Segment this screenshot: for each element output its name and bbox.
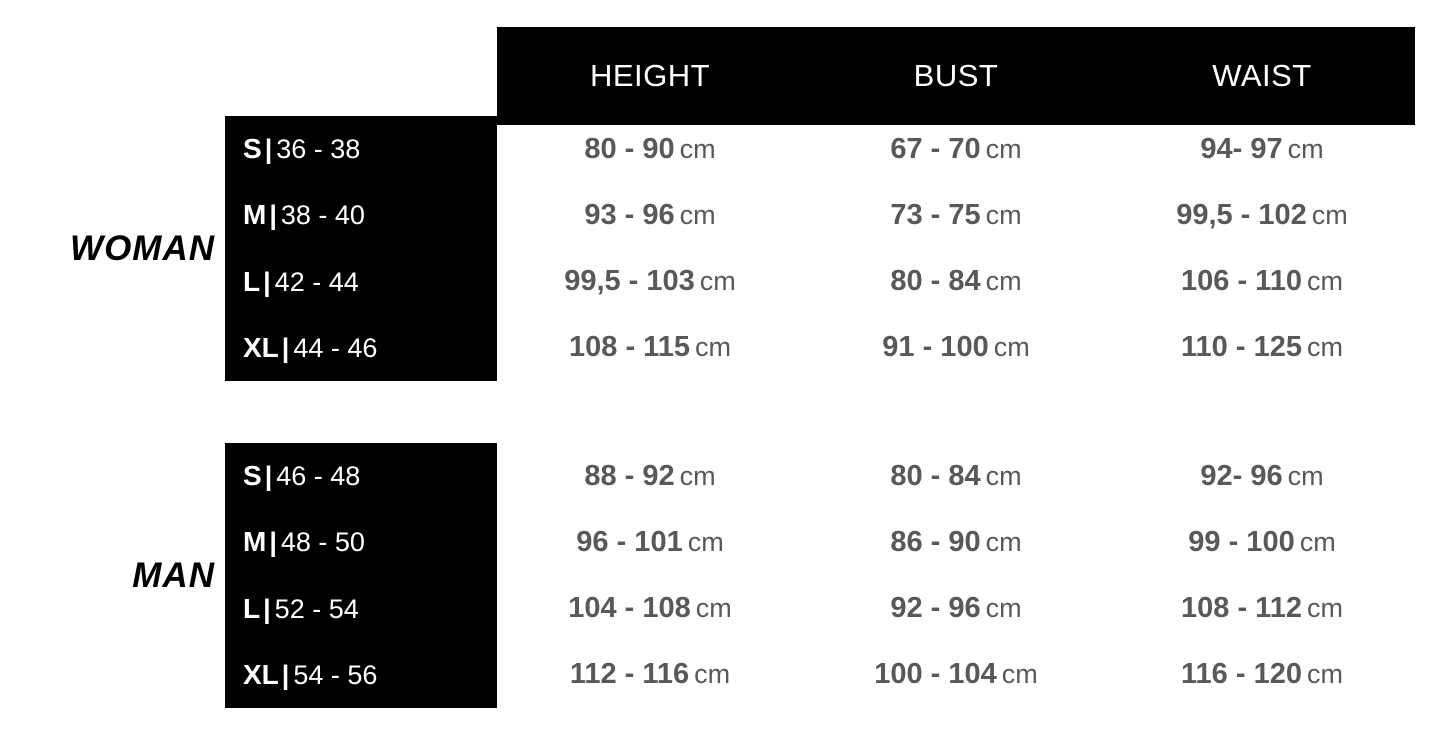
bust-value: 92 - 96 — [890, 592, 981, 625]
size-separator: | — [269, 200, 277, 231]
waist-value: 116 - 120 — [1181, 658, 1302, 691]
waist-cell — [1109, 265, 1415, 298]
unit-label: cm — [687, 526, 724, 557]
unit-label: cm — [1299, 526, 1336, 557]
size-separator: | — [263, 266, 271, 297]
waist-cell — [1109, 331, 1415, 364]
size-cell — [225, 266, 497, 298]
table-row — [225, 509, 1415, 575]
bust-cell — [803, 460, 1109, 493]
waist-value: 108 - 112 — [1181, 592, 1302, 625]
unit-label: cm — [985, 460, 1022, 491]
waist-cell — [1109, 199, 1415, 232]
unit-label: cm — [694, 332, 731, 363]
rows-man — [225, 443, 1415, 708]
waist-value: 106 - 110 — [1181, 265, 1302, 298]
size-separator: | — [263, 593, 271, 624]
height-cell — [497, 133, 803, 166]
waist-value: 99 - 100 — [1188, 525, 1295, 558]
table-row — [225, 576, 1415, 642]
waist-cell — [1109, 460, 1415, 493]
table-row — [225, 642, 1415, 708]
bust-cell — [803, 526, 1109, 559]
size-label: M — [243, 199, 267, 231]
size-range: 36 - 38 — [276, 134, 361, 165]
size-range: 38 - 40 — [280, 200, 365, 231]
size-cell — [225, 133, 497, 165]
height-value: 99,5 - 103 — [564, 265, 695, 298]
unit-label: cm — [699, 266, 736, 297]
unit-label: cm — [985, 266, 1022, 297]
unit-label: cm — [679, 199, 716, 230]
height-value: 112 - 116 — [569, 658, 690, 691]
rows-woman — [225, 116, 1415, 381]
column-header-bust: BUST — [913, 58, 999, 93]
height-cell — [497, 526, 803, 559]
height-value: 80 - 90 — [584, 132, 675, 165]
unit-label: cm — [1306, 593, 1343, 624]
height-value: 104 - 108 — [568, 592, 691, 625]
size-cell — [225, 332, 497, 364]
size-label: L — [243, 592, 261, 624]
bust-value: 80 - 84 — [890, 459, 981, 492]
height-value: 96 - 101 — [576, 525, 683, 558]
size-range: 44 - 46 — [293, 332, 378, 363]
bust-cell — [803, 199, 1109, 232]
unit-label: cm — [985, 133, 1022, 164]
waist-value: 92- 96 — [1200, 459, 1283, 492]
unit-label: cm — [679, 133, 716, 164]
size-separator: | — [264, 461, 273, 492]
height-cell — [497, 460, 803, 493]
size-range: 46 - 48 — [276, 461, 361, 492]
unit-label: cm — [1001, 659, 1038, 690]
size-label: M — [243, 526, 267, 558]
size-range: 52 - 54 — [274, 593, 359, 624]
height-cell — [497, 265, 803, 298]
size-label: S — [243, 460, 262, 492]
size-separator: | — [281, 332, 290, 363]
table-row — [225, 315, 1415, 381]
size-range: 54 - 56 — [293, 659, 378, 690]
group-woman — [0, 116, 1445, 381]
size-range: 48 - 50 — [280, 527, 365, 558]
table-row — [225, 182, 1415, 248]
size-range: 42 - 44 — [274, 266, 359, 297]
group-label-woman: WOMAN — [70, 228, 215, 268]
table-row — [225, 249, 1415, 315]
height-value: 88 - 92 — [584, 459, 675, 492]
size-separator: | — [264, 134, 273, 165]
size-cell — [225, 526, 497, 558]
bust-cell — [803, 133, 1109, 166]
bust-cell — [803, 265, 1109, 298]
column-header-height: HEIGHT — [589, 58, 711, 93]
height-cell — [497, 592, 803, 625]
height-cell — [497, 199, 803, 232]
waist-cell — [1109, 133, 1415, 166]
bust-cell — [803, 331, 1109, 364]
size-label: XL — [243, 331, 279, 363]
height-cell — [497, 331, 803, 364]
size-label: S — [243, 133, 262, 165]
waist-value: 99,5 - 102 — [1176, 198, 1307, 231]
unit-label: cm — [1306, 266, 1343, 297]
unit-label: cm — [1287, 460, 1324, 491]
unit-label: cm — [694, 659, 731, 690]
unit-label: cm — [695, 593, 732, 624]
bust-value: 91 - 100 — [882, 331, 989, 364]
bust-value: 86 - 90 — [890, 525, 981, 558]
group-man — [0, 443, 1445, 708]
bust-value: 100 - 104 — [874, 658, 997, 691]
size-cell — [225, 593, 497, 625]
size-label: L — [243, 265, 261, 297]
unit-label: cm — [1306, 659, 1343, 690]
unit-label: cm — [993, 332, 1030, 363]
waist-cell — [1109, 592, 1415, 625]
height-value: 93 - 96 — [584, 198, 675, 231]
column-header-waist: WAIST — [1212, 58, 1312, 93]
height-value: 108 - 115 — [569, 331, 690, 364]
size-label: XL — [243, 658, 279, 690]
bust-value: 67 - 70 — [890, 132, 981, 165]
waist-cell — [1109, 658, 1415, 691]
unit-label: cm — [1287, 133, 1324, 164]
unit-label: cm — [1311, 199, 1348, 230]
bust-value: 73 - 75 — [890, 198, 981, 231]
group-label-man: MAN — [132, 555, 215, 595]
table-header — [497, 27, 1415, 125]
size-separator: | — [269, 527, 277, 558]
height-cell — [497, 658, 803, 691]
bust-cell — [803, 658, 1109, 691]
waist-value: 94- 97 — [1200, 132, 1283, 165]
size-separator: | — [281, 659, 290, 690]
unit-label: cm — [679, 460, 716, 491]
waist-cell — [1109, 526, 1415, 559]
unit-label: cm — [1306, 332, 1343, 363]
size-cell — [225, 199, 497, 231]
size-cell — [225, 460, 497, 492]
size-cell — [225, 659, 497, 691]
bust-value: 80 - 84 — [890, 265, 981, 298]
unit-label: cm — [985, 526, 1022, 557]
waist-value: 110 - 125 — [1181, 331, 1302, 364]
unit-label: cm — [985, 199, 1022, 230]
table-row — [225, 116, 1415, 182]
unit-label: cm — [985, 593, 1022, 624]
bust-cell — [803, 592, 1109, 625]
table-row — [225, 443, 1415, 509]
